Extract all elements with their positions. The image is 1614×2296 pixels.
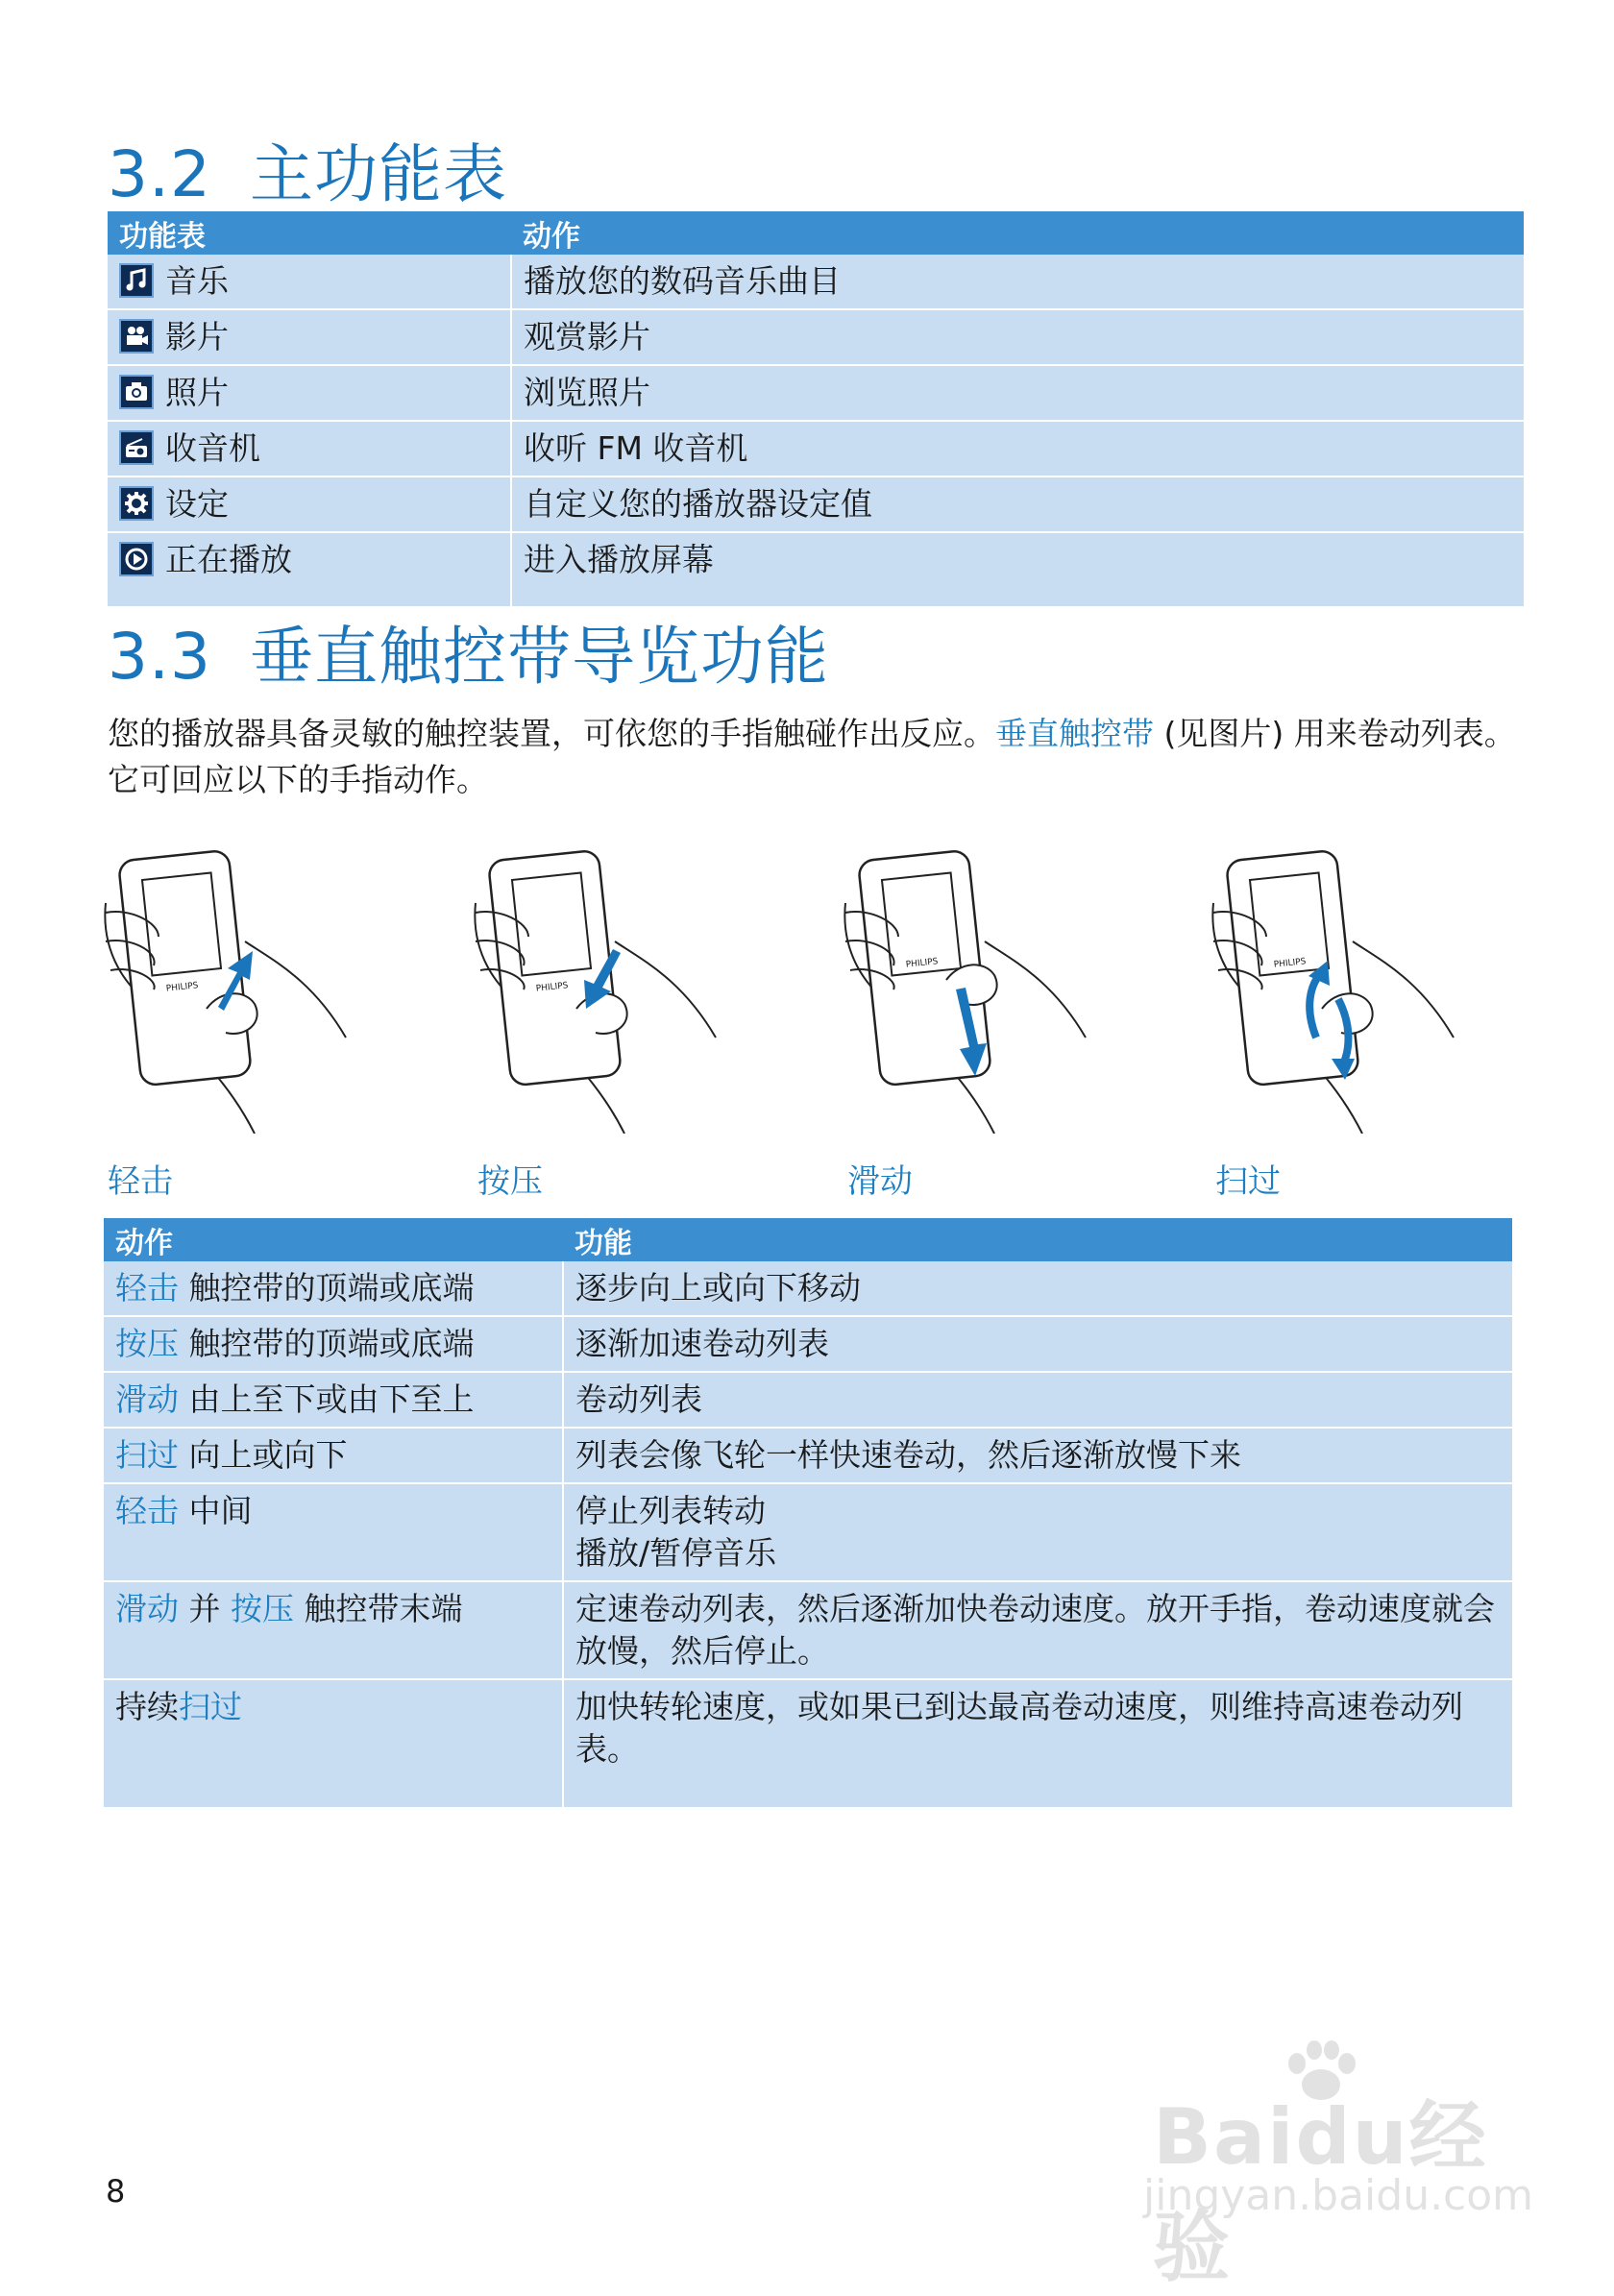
function-cell: 定速卷动列表，然后逐渐加快卷动速度。放开手指，卷动速度就会放慢，然后停止。	[563, 1581, 1512, 1679]
main-menu-table	[108, 211, 1524, 606]
device-brand: PHILIPS	[165, 981, 199, 994]
table-row: 按压 触控带的顶端或底端 逐渐加速卷动列表	[104, 1316, 1512, 1372]
table-row: 滑动 并 按压 触控带末端 定速卷动列表，然后逐渐加快卷动速度。放开手指，卷动速度就会放慢，然后停止。	[104, 1581, 1512, 1679]
column-header: 功能表	[108, 211, 511, 255]
slide-gesture-illustration	[841, 845, 1090, 1134]
table-row	[108, 476, 1524, 532]
camera-icon	[119, 375, 154, 409]
table-row: 轻击 中间 停止列表转动 播放/暂停音乐	[104, 1483, 1512, 1581]
highlighted-term: 垂直触控带	[995, 715, 1154, 752]
caption-press: 按压	[477, 1162, 543, 1201]
action-cell: 进入播放屏幕	[511, 532, 1524, 606]
table-row: 扫过 向上或向下 列表会像飞轮一样快速卷动，然后逐渐放慢下来	[104, 1428, 1512, 1483]
section-title: 主功能表	[249, 137, 507, 211]
section-title: 垂直触控带导览功能	[249, 620, 829, 694]
watermark-url: jingyan.baidu.com	[1143, 2171, 1534, 2220]
gesture-function-table	[104, 1218, 1512, 1807]
column-header: 动作	[104, 1218, 563, 1261]
column-header: 功能	[563, 1218, 1512, 1261]
section-heading-3-2	[108, 123, 507, 214]
table-row: 滑动 由上至下或由下至上 卷动列表	[104, 1372, 1512, 1428]
caption-swipe: 扫过	[1215, 1162, 1281, 1201]
swipe-gesture-illustration	[1209, 845, 1458, 1134]
table-row	[108, 255, 1524, 309]
menu-label: 收音机	[165, 429, 260, 467]
menu-label: 音乐	[165, 262, 229, 300]
function-cell: 加快转轮速度，或如果已到达最高卷动速度，则维持高速卷动列表。	[563, 1679, 1512, 1807]
function-cell: 卷动列表	[563, 1372, 1512, 1428]
column-header: 动作	[511, 211, 1524, 255]
caption-tap: 轻击	[108, 1162, 173, 1201]
table-row: 轻击 触控带的顶端或底端 逐步向上或向下移动	[104, 1261, 1512, 1316]
gesture-term: 滑动	[115, 1380, 179, 1418]
watermark	[1143, 2037, 1537, 2292]
table-row	[108, 365, 1524, 421]
gesture-term: 按压	[230, 1590, 294, 1627]
section-heading-3-3	[108, 605, 829, 696]
gear-icon	[119, 486, 154, 521]
function-cell: 逐步向上或向下移动	[563, 1261, 1512, 1316]
caption-slide: 滑动	[847, 1162, 913, 1201]
menu-label: 照片	[165, 374, 229, 411]
table-row	[108, 421, 1524, 476]
action-cell: 播放您的数码音乐曲目	[511, 255, 1524, 309]
table-header-row	[104, 1218, 1512, 1261]
menu-label: 设定	[165, 485, 229, 523]
gesture-term: 扫过	[179, 1688, 242, 1725]
device-brand: PHILIPS	[1273, 957, 1307, 970]
function-cell: 停止列表转动 播放/暂停音乐	[563, 1483, 1512, 1581]
action-cell: 浏览照片	[511, 365, 1524, 421]
gesture-term: 扫过	[115, 1436, 179, 1474]
tap-gesture-illustration	[101, 845, 351, 1134]
function-cell: 逐渐加速卷动列表	[563, 1316, 1512, 1372]
section-number: 3.2	[108, 137, 211, 211]
gesture-term: 按压	[115, 1325, 179, 1362]
gesture-term: 轻击	[115, 1492, 179, 1529]
table-row	[108, 309, 1524, 365]
device-brand: PHILIPS	[905, 957, 939, 970]
intro-paragraph: 您的播放器具备灵敏的触控装置，可依您的手指触碰作出反应。垂直触控带 (见图片) 用来卷动列表。它可回应以下的手指动作。	[108, 715, 1516, 798]
action-cell: 观赏影片	[511, 309, 1524, 365]
play-circle-icon	[119, 542, 154, 576]
action-cell: 自定义您的播放器设定值	[511, 476, 1524, 532]
music-note-icon	[119, 263, 154, 298]
table-row	[108, 532, 1524, 606]
function-cell: 列表会像飞轮一样快速卷动，然后逐渐放慢下来	[563, 1428, 1512, 1483]
gesture-term: 轻击	[115, 1269, 179, 1307]
page-number: 8	[106, 2173, 126, 2210]
action-cell: 收听 FM 收音机	[511, 421, 1524, 476]
section-number: 3.3	[108, 620, 211, 694]
device-brand: PHILIPS	[535, 981, 569, 994]
radio-icon	[119, 430, 154, 465]
watermark-logo: Baidu经验	[1153, 2092, 1488, 2292]
menu-label: 影片	[165, 318, 229, 355]
video-camera-icon	[119, 319, 154, 354]
menu-label: 正在播放	[165, 541, 292, 578]
table-row: 持续扫过 加快转轮速度，或如果已到达最高卷动速度，则维持高速卷动列表。	[104, 1679, 1512, 1807]
press-gesture-illustration	[471, 845, 721, 1134]
gesture-term: 滑动	[115, 1590, 179, 1627]
table-header-row	[108, 211, 1524, 255]
